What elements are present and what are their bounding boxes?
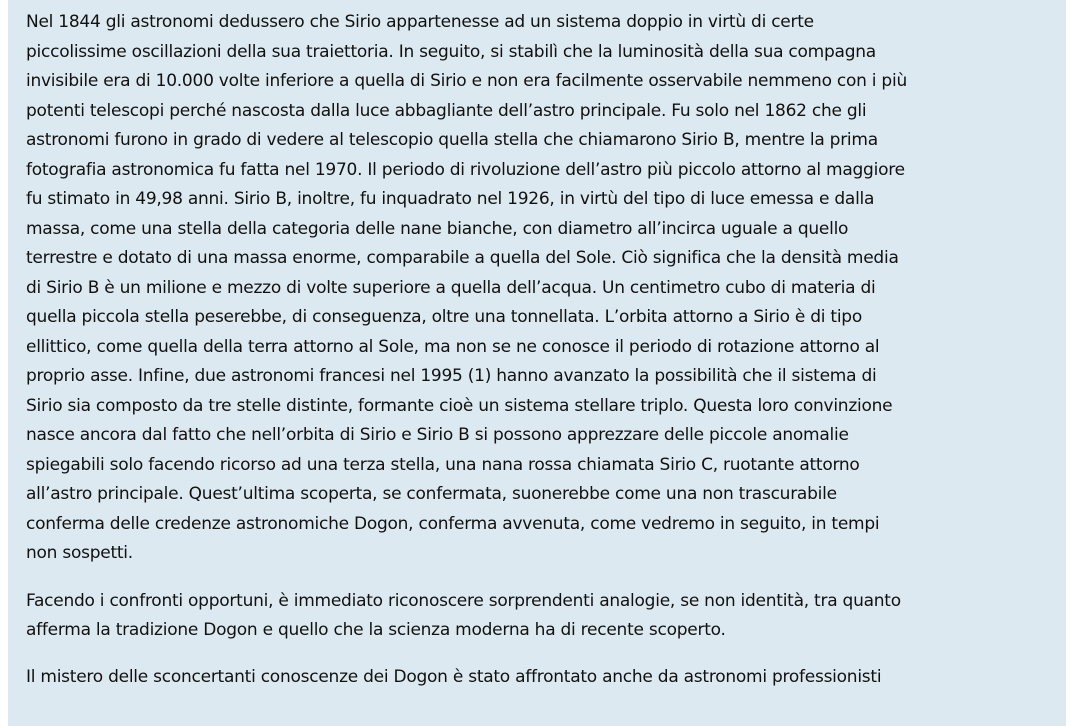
- right-margin: [1068, 0, 1080, 726]
- document-body: [26, 8, 966, 692]
- paragraph-comparison: Facendo i confronti opportuni, è immediato riconoscere sorprendenti analogie, se non identità, tra quanto afferma la tradizione Dogon e quello che la scienza moderna ha di recente scoperto.: [26, 590, 901, 640]
- paragraph-sirius-history: Nel 1844 gli astronomi dedussero che Sirio appartenesse ad un sistema doppio in virtù di certe piccolissime oscillazioni della sua traiettoria. In seguito, si stabilì che la luminosità della sua compagna invisibile era di 10.000 volte inferiore a quella di Sirio e non era facilmente osservabile nemmeno con i più potenti telescopi perché nascosta dalla luce abbagliante dell’astro principale. Fu solo nel 1862 che gli astronomi furono in grado di vedere al telescopio quella stella che chiamarono Sirio B, mentre la prima fotografia astronomica fu fatta nel 1970. Il periodo di rivoluzione dell’astro più piccolo attorno al maggiore fu stimato in 49,98 anni. Sirio B, inoltre, fu inquadrato nel 1926, in virtù del tipo di luce emessa e dalla massa, come una stella della categoria delle nane bianche, con diametro all’incirca uguale a quello terrestre e dotato di una massa enorme, comparabile a quella del Sole. Ciò significa che la densità media di Sirio B è un milione e mezzo di volte superiore a quella dell’acqua. Un centimetro cubo di materia di quella piccola stella peserebbe, di conseguenza, oltre una tonnellata. L’orbita attorno a Sirio è di tipo ellittico, come quella della terra attorno al Sole, ma non se ne conosce il periodo di rotazione attorno al proprio asse. Infine, due astronomi francesi nel 1995 (1) hanno avanzato la possibilità che il sistema di Sirio sia composto da tre stelle distinte, formante cioè un sistema stellare triplo. Questa loro convinzione nasce ancora dal fatto che nell’orbita di Sirio e Sirio B si possono apprezzare delle piccole anomalie spiegabili solo facendo ricorso ad una terza stella, una nana rossa chiamata Sirio C, ruotante attorno all’astro principale. Quest’ultima scoperta, se confermata, suonerebbe come una non trascurabile conferma delle credenze astronomiche Dogon, conferma avvenuta, come vedremo in seguito, in tempi non sospetti.: [26, 12, 907, 563]
- text-panel: [8, 0, 1066, 726]
- paragraph-dogon-mystery: Il mistero delle sconcertanti conoscenze dei Dogon è stato affrontato anche da astronomi professionisti: [26, 666, 882, 687]
